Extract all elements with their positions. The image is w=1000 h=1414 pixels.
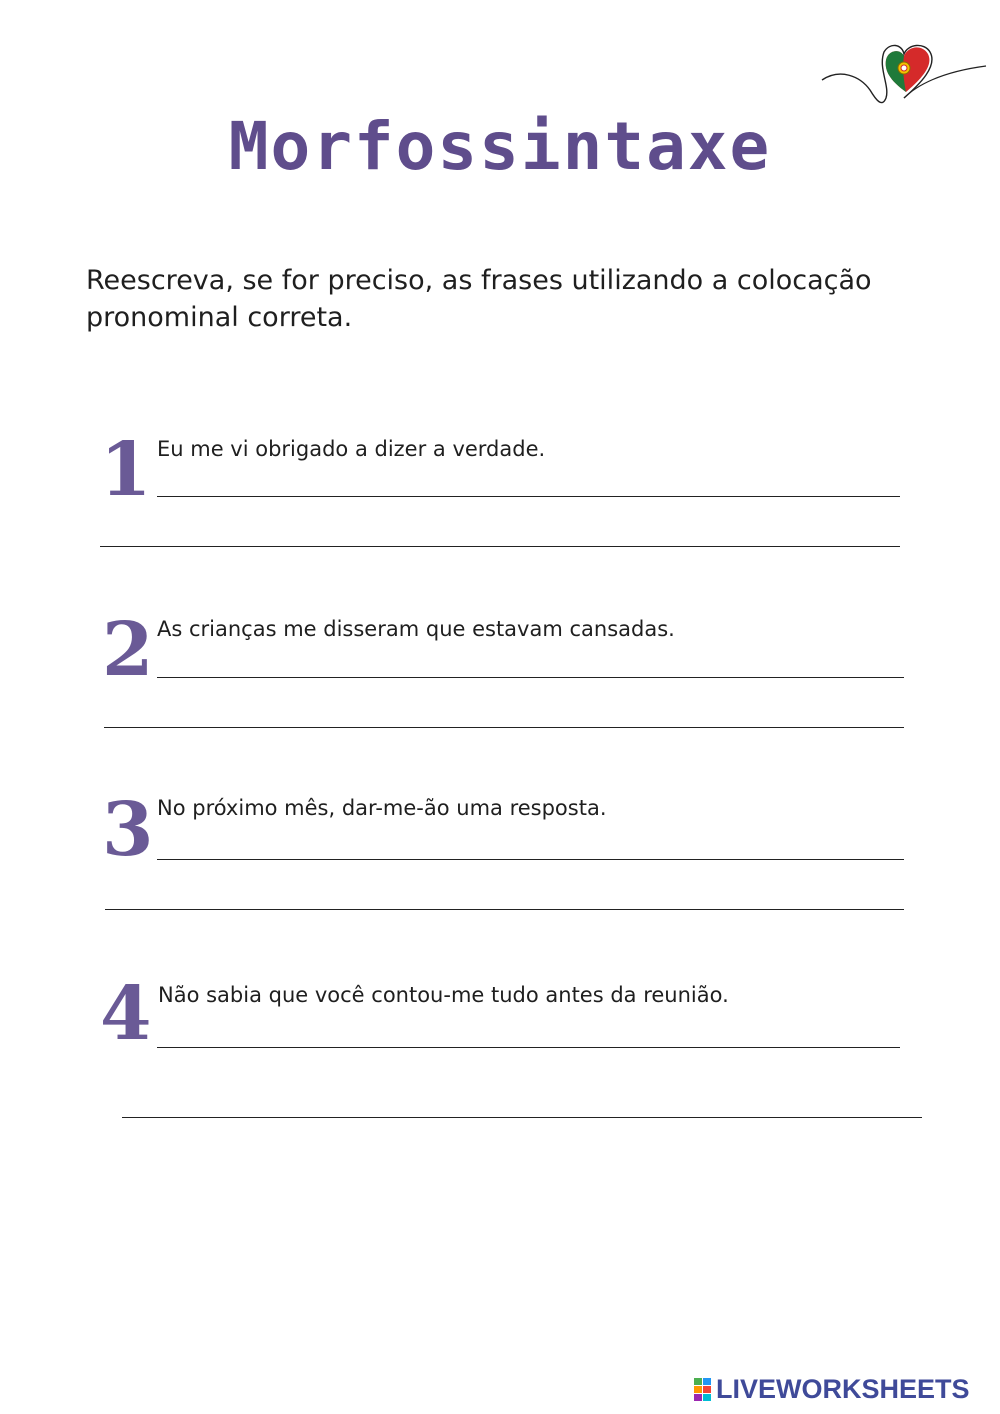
answer-line[interactable] bbox=[104, 727, 904, 728]
question-number: 2 bbox=[102, 607, 154, 693]
question-1 bbox=[0, 427, 1000, 570]
question-number: 1 bbox=[100, 427, 152, 513]
question-text: No próximo mês, dar-me-ão uma resposta. bbox=[157, 796, 607, 820]
question-2 bbox=[0, 607, 1000, 750]
answer-line[interactable] bbox=[157, 677, 904, 678]
page-title: Morfossintaxe bbox=[228, 108, 772, 185]
answer-line[interactable] bbox=[157, 859, 904, 860]
question-text: Eu me vi obrigado a dizer a verdade. bbox=[157, 437, 546, 461]
footer-brand[interactable] bbox=[694, 1374, 994, 1406]
question-3 bbox=[0, 787, 1000, 930]
question-text: As crianças me disseram que estavam cansadas. bbox=[157, 617, 675, 641]
portugal-flag-heart-icon bbox=[820, 38, 990, 118]
answer-line[interactable] bbox=[157, 1047, 900, 1048]
question-4 bbox=[0, 970, 1000, 1110]
question-number: 3 bbox=[102, 787, 154, 873]
question-text: Não sabia que você contou-me tudo antes da reunião. bbox=[158, 983, 729, 1007]
answer-line[interactable] bbox=[100, 546, 900, 547]
liveworksheets-logo-icon bbox=[694, 1378, 712, 1402]
question-number: 4 bbox=[100, 971, 152, 1057]
answer-line[interactable] bbox=[157, 496, 900, 497]
answer-line[interactable] bbox=[122, 1117, 922, 1118]
footer-brand-text: LIVEWORKSHEETS bbox=[716, 1374, 970, 1404]
answer-line[interactable] bbox=[105, 909, 904, 910]
instructions-text: Reescreva, se for preciso, as frases utilizando a colocação pronominal correta. bbox=[86, 265, 872, 333]
